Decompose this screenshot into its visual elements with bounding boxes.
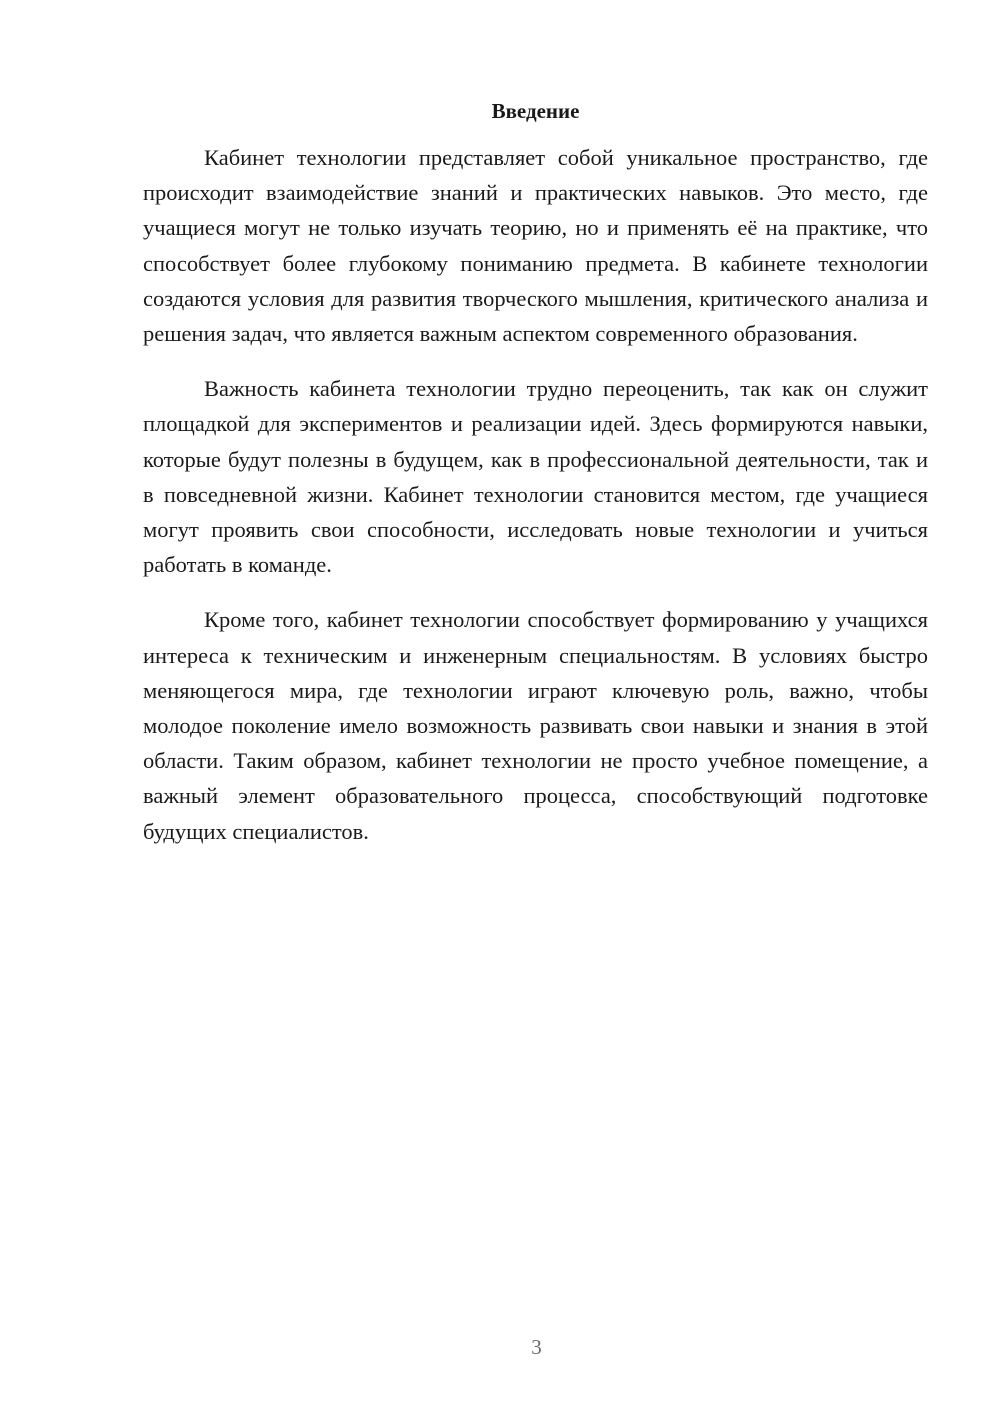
- page-title: Введение: [491, 99, 580, 123]
- page-number: 3: [531, 1335, 542, 1359]
- paragraph-2: Важность кабинета технологии трудно переоценить, так как он служит площадкой для экспериментов и реализации идей. Здесь формируются навыки, которые будут полезны в будущем, как в профессиональной деятельности, так и в повседневной жизни. Кабинет технологии становится местом, где учащиеся могут проявить свои способности, исследовать новые технологии и учиться работать в команде.: [143, 376, 928, 578]
- paragraph-1: Кабинет технологии представляет собой уникальное пространство, где происходит взаимодействие знаний и практических навыков. Это место, где учащиеся могут не только изучать теорию, но и применять её на практике, что способствует более глубокому пониманию предмета. В кабинете технологии создаются условия для развития творческого мышления, критического анализа и решения задач, что является важным аспектом современного образования.: [143, 145, 928, 347]
- body-text: [143, 140, 928, 869]
- paragraph-3: Кроме того, кабинет технологии способствует формированию у учащихся интереса к техническим и инженерным специальностям. В условиях быстро меняющегося мира, где технологии играют ключевую роль, важно, чтобы молодое поколение имело возможность развивать свои навыки и знания в этой области. Таким образом, кабинет технологии не просто учебное помещение, а важный элемент образовательного процесса, способствующий подготовке будущих специалистов.: [143, 607, 928, 844]
